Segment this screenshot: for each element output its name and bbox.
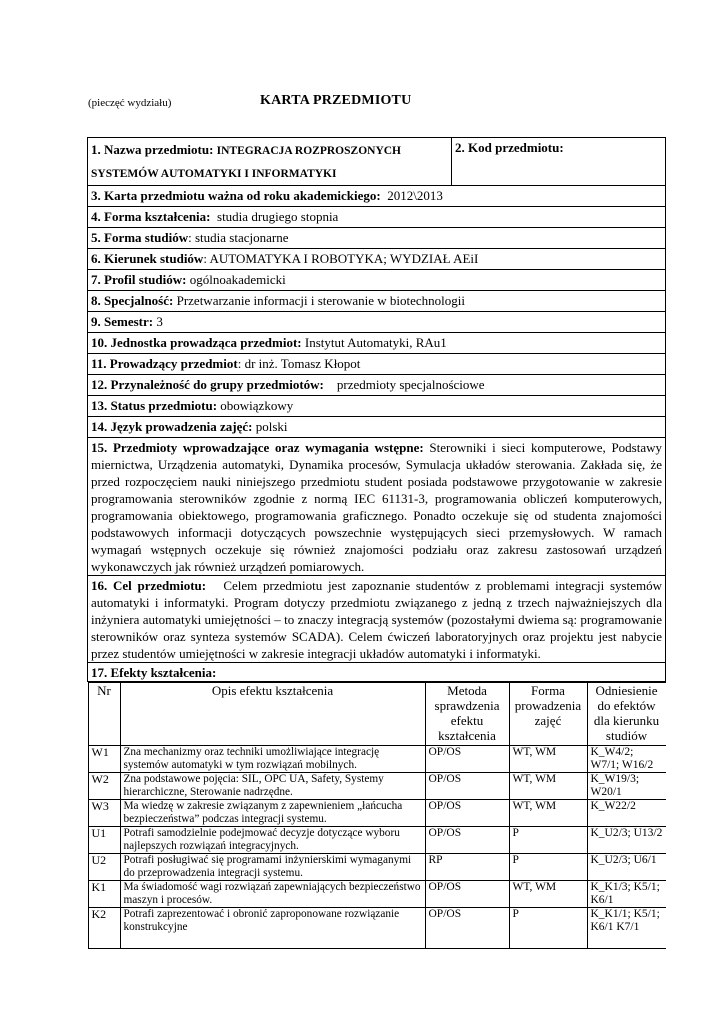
study-form-value: : studia stacjonarne	[188, 230, 289, 245]
study-form-row	[88, 228, 666, 249]
prerequisites-label: 15. Przedmioty wprowadzające oraz wymagania wstępne:	[91, 440, 424, 455]
page-header	[88, 93, 648, 113]
effect-method: OP/OS	[425, 746, 509, 773]
effect-form: WT, WM	[509, 773, 587, 800]
learning-effects-table	[88, 682, 666, 949]
effect-description: Potrafi samodzielnie podejmować decyzje dotyczące wyboru najlepszych rozwiązań integracyjnych.	[120, 827, 425, 854]
header-reference: Odniesienie do efektów dla kierunku studiów	[587, 683, 666, 746]
header-method: Metoda sprawdzenia efektu kształcenia	[425, 683, 509, 746]
study-direction-row	[88, 249, 666, 270]
course-status-label: 13. Status przedmiotu:	[91, 398, 218, 413]
effect-method: OP/OS	[425, 773, 509, 800]
education-form-value: studia drugiego stopnia	[217, 209, 339, 224]
semester-row	[88, 312, 666, 333]
effect-description: Potrafi posługiwać się programami inżynierskimi wymaganymi do przeprowadzenia integracji systemu.	[120, 854, 425, 881]
faculty-stamp-label: (pieczęć wydziału)	[88, 97, 172, 109]
effect-description: Potrafi zaprezentować i obronić zaproponowane rozwiązanie konstrukcyjne	[120, 908, 425, 949]
lecturer-value: : dr inż. Tomasz Kłopot	[237, 356, 361, 371]
table-row	[88, 800, 666, 827]
effect-reference: K_W4/2; W7/1; W16/2	[587, 746, 666, 773]
learning-effects-header-row	[88, 683, 666, 746]
header-description: Opis efektu kształcenia	[120, 683, 425, 746]
course-code-label: 2. Kod przedmiotu:	[455, 140, 564, 155]
unit-row	[88, 333, 666, 354]
language-value: polski	[255, 419, 288, 434]
prerequisites-text: Sterowniki i sieci komputerowe, Podstawy miernictwa, Urządzenia automatyki, Dynamika procesów, Symulacja układów sterowania. Zakłada się, że przed rozpoczęciem nauki niniejszego przedmiotu student posiada podstawowe przygotowanie w zakresie programowania sterowników zgodnie z normą IEC 61131-3, programowania obliczeń komputerowych, programowania obiektowego, programowania graficznego. Ponadto oczekuje się od studenta znajomości podstawowych informacji dotyczących powszechnie występujących sieci przemysłowych. W ramach wymagań wstępnych oczekuje się również znajomości podziału oraz zakresu zastosowań urządzeń wykonawczych jak również urządzeń pomiarowych.	[91, 440, 663, 574]
effect-reference: K_W19/3; W20/1	[587, 773, 666, 800]
effect-method: RP	[425, 854, 509, 881]
course-goal-row	[88, 576, 666, 663]
table-row	[88, 908, 666, 949]
study-profile-row	[88, 270, 666, 291]
course-code-cell	[452, 138, 666, 186]
header-form: Forma prowadzenia zajęć	[509, 683, 587, 746]
course-card-table	[87, 137, 666, 949]
effect-reference: K_U2/3; U6/1	[587, 854, 666, 881]
specialty-row	[88, 291, 666, 312]
effect-method: OP/OS	[425, 908, 509, 949]
course-goal-text: Celem przedmiotu jest zapoznanie studentów z problemami integracji systemów automatyki i informatyki. Program dotyczy przedmiotu związanego z jedną z trzech najważniejszych dla inżyniera automatyki umiejętności – to znaczy integracją systemów (pozostałymi dwiema są: programowanie sterowników oraz synteza systemów SCADA). Celem ćwiczeń laboratoryjnych oraz projektu jest nabycie przez studentów umiejętności w zakresie integracji układów automatyki i informatyki.	[91, 578, 662, 661]
learning-effects-label: 17. Efekty kształcenia:	[91, 665, 217, 680]
effect-description: Ma wiedzę w zakresie związanym z zapewnieniem „łańcucha bezpieczeństwa” podczas integracji systemu.	[120, 800, 425, 827]
lecturer-row	[88, 354, 666, 375]
effect-reference: K_K1/1; K5/1; K6/1 K7/1	[587, 908, 666, 949]
education-form-label: 4. Forma kształcenia:	[91, 209, 211, 224]
course-status-value: obowiązkowy	[220, 398, 294, 413]
page-title: KARTA PRZEDMIOTU	[260, 93, 412, 108]
effect-form: WT, WM	[509, 746, 587, 773]
effect-nr: U2	[88, 854, 120, 881]
course-goal-label: 16. Cel przedmiotu:	[91, 578, 207, 593]
course-name-value-line2: SYSTEMÓW AUTOMATYKI I INFORMATYKI	[91, 168, 337, 180]
table-row	[88, 746, 666, 773]
valid-year-value: 2012\2013	[387, 188, 443, 203]
effect-nr: W3	[88, 800, 120, 827]
study-direction-value: : AUTOMATYKA I ROBOTYKA; WYDZIAŁ AEiI	[203, 251, 479, 266]
effect-reference: K_U2/3; U13/2	[587, 827, 666, 854]
specialty-label: 8. Specjalność:	[91, 293, 174, 308]
education-form-row	[88, 207, 666, 228]
header-nr: Nr	[88, 683, 120, 746]
course-name-cell	[88, 138, 452, 186]
course-group-value: przedmioty specjalnościowe	[336, 377, 485, 392]
study-form-label: 5. Forma studiów	[91, 230, 189, 245]
effect-description: Zna podstawowe pojęcia: SIL, OPC UA, Safety, Systemy hierarchiczne, Sterowanie nadrzędne.	[120, 773, 425, 800]
valid-year-row	[88, 186, 666, 207]
effect-nr: W1	[88, 746, 120, 773]
unit-label: 10. Jednostka prowadząca przedmiot:	[91, 335, 302, 350]
effect-nr: K2	[88, 908, 120, 949]
effect-nr: K1	[88, 881, 120, 908]
course-group-label: 12. Przynależność do grupy przedmiotów:	[91, 377, 324, 392]
effect-reference: K_W22/2	[587, 800, 666, 827]
effect-reference: K_K1/3; K5/1; K6/1	[587, 881, 666, 908]
table-row	[88, 881, 666, 908]
semester-value: 3	[156, 314, 163, 329]
valid-year-label: 3. Karta przedmiotu ważna od roku akademickiego:	[91, 188, 381, 203]
effect-form: P	[509, 908, 587, 949]
language-label: 14. Język prowadzenia zajęć:	[91, 419, 253, 434]
effect-method: OP/OS	[425, 881, 509, 908]
course-name-value-line1: INTEGRACJA ROZPROSZONYCH	[216, 145, 401, 157]
table-row	[88, 827, 666, 854]
effect-nr: U1	[88, 827, 120, 854]
course-name-label: 1. Nazwa przedmiotu:	[91, 142, 214, 157]
effect-nr: W2	[88, 773, 120, 800]
effect-description: Zna mechanizmy oraz techniki umożliwiające integrację systemów automatyki w tym rozwiązań mobilnych.	[120, 746, 425, 773]
table-row	[88, 854, 666, 881]
effect-form: WT, WM	[509, 881, 587, 908]
lecturer-label: 11. Prowadzący przedmiot	[91, 356, 238, 371]
effect-description: Ma świadomość wagi rozwiązań zapewniających bezpieczeństwo maszyn i procesów.	[120, 881, 425, 908]
learning-effects-wrapper	[88, 682, 666, 950]
effect-method: OP/OS	[425, 827, 509, 854]
course-status-row	[88, 396, 666, 417]
study-profile-value: ogólnoakademicki	[189, 272, 286, 287]
study-profile-label: 7. Profil studiów:	[91, 272, 187, 287]
effect-form: WT, WM	[509, 800, 587, 827]
learning-effects-heading-row	[88, 663, 666, 682]
prerequisites-row	[88, 438, 666, 576]
effect-method: OP/OS	[425, 800, 509, 827]
semester-label: 9. Semestr:	[91, 314, 154, 329]
specialty-value: Przetwarzanie informacji i sterowanie w biotechnologii	[176, 293, 466, 308]
effect-form: P	[509, 827, 587, 854]
unit-value: Instytut Automatyki, RAu1	[304, 335, 447, 350]
study-direction-label: 6. Kierunek studiów	[91, 251, 204, 266]
language-row	[88, 417, 666, 438]
course-group-row	[88, 375, 666, 396]
table-row	[88, 773, 666, 800]
effect-form: P	[509, 854, 587, 881]
